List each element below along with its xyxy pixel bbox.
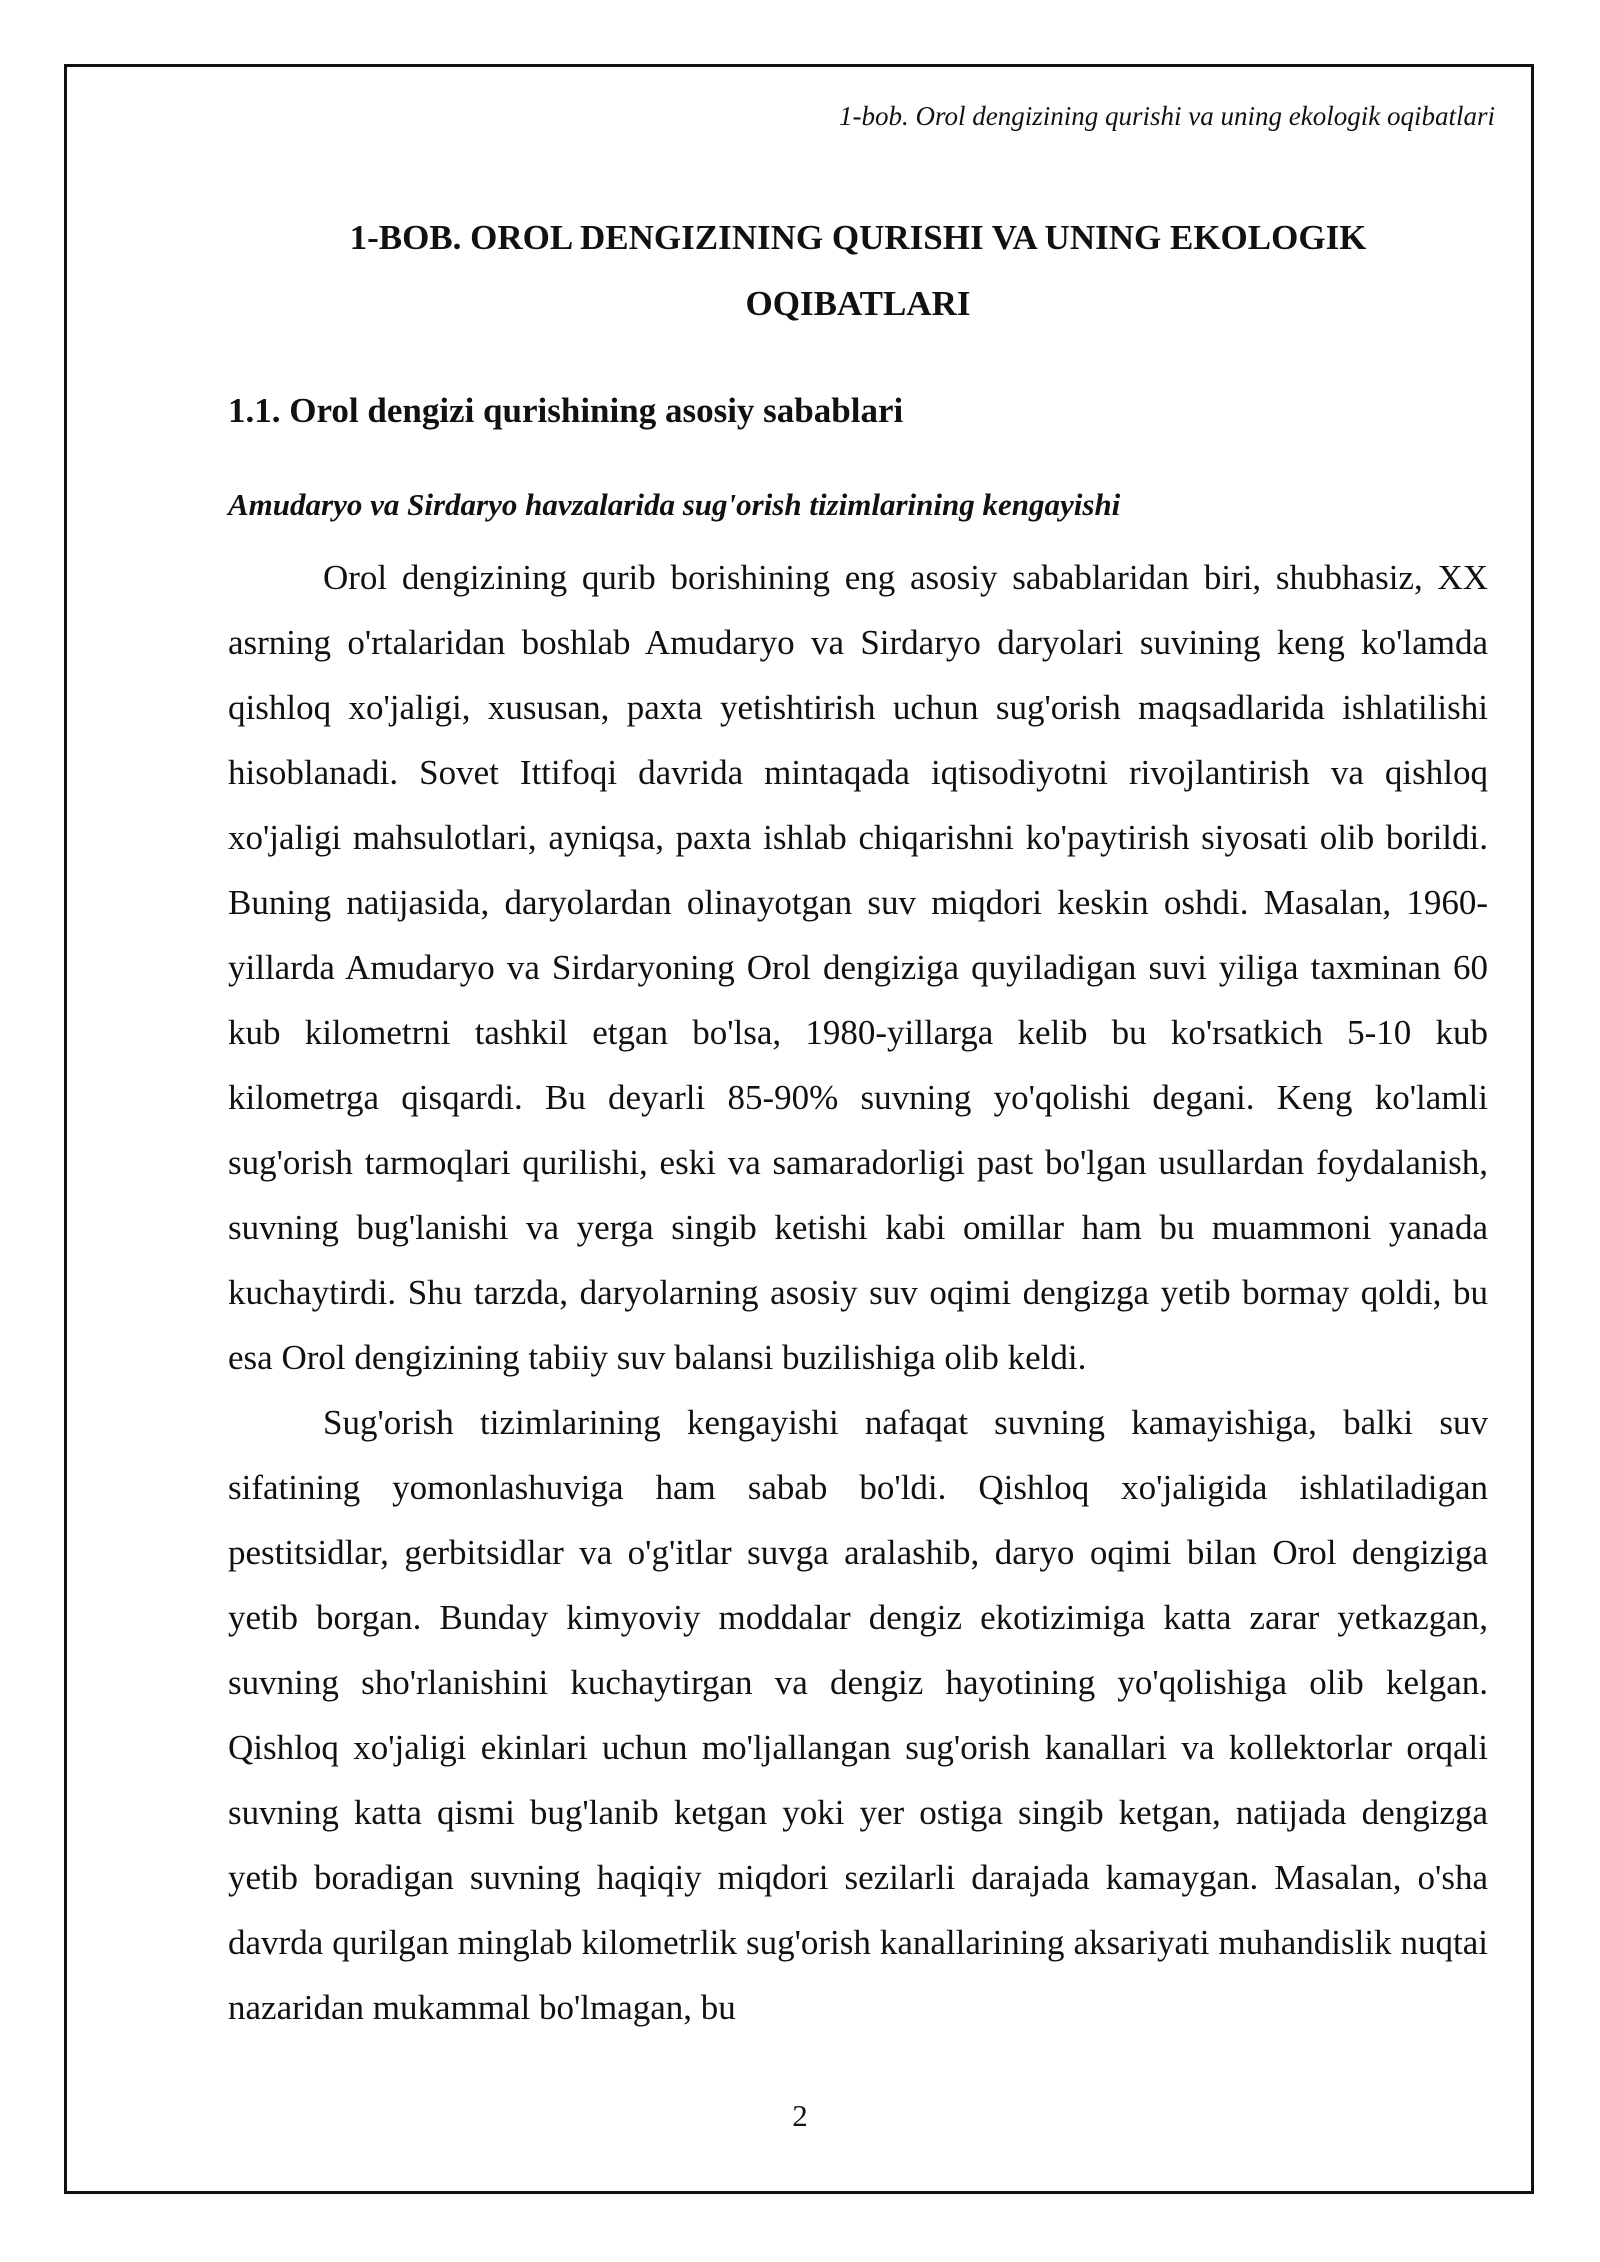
running-header: 1-bob. Orol dengizining qurishi va uning ekologik oqibatlari [839, 101, 1495, 131]
chapter-title-line-2: OQIBATLARI [745, 284, 971, 323]
page-number: 2 [792, 2098, 808, 2133]
chapter-title-line-1: 1-BOB. OROL DENGIZINING QURISHI VA UNING EKOLOGIK [349, 218, 1367, 257]
paragraph-2: Sug'orish tizimlarining kengayishi nafaqat suvning kamayishiga, balki suv sifatining yomonlashuviga ham sabab bo'ldi. Qishloq xo'jaligida ishlatiladigan pestitsidlar, gerbitsidlar va o'g'itlar suvga aralashib, daryo oqimi bilan Orol dengiziga yetib borgan. Bunday kimyoviy moddalar dengiz ekotizimiga katta zarar yetkazgan, suvning sho'rlanishini kuchaytirgan va dengiz hayotining yo'qolishiga olib kelgan. Qishloq xo'jaligi ekinlari uchun mo'ljallangan sug'orish kanallari va kollektorlar orqali suvning katta qismi bug'lanib ketgan yoki yer ostiga singib ketgan, natijada dengizga yetib boradigan suvning haqiqiy miqdori sezilarli darajada kamaygan. Masalan, o'sha davrda qurilgan minglab kilometrlik sug'orish kanallarining aksariyati muhandislik nuqtai nazaridan mukammal bo'lmagan, bu [228, 1403, 1488, 2027]
chapter-title [228, 205, 1488, 337]
section-title: 1.1. Orol dengizi qurishining asosiy sabablari [228, 391, 904, 430]
paragraph-1: Orol dengizining qurib borishining eng asosiy sabablaridan biri, shubhasiz, XX asrning o'rtalaridan boshlab Amudaryo va Sirdaryo daryolari suvining keng ko'lamda qishloq xo'jaligi, xususan, paxta yetishtirish uchun sug'orish maqsadlarida ishlatilishi hisoblanadi. Sovet Ittifoqi davrida mintaqada iqtisodiyotni rivojlantirish va qishloq xo'jaligi mahsulotlari, ayniqsa, paxta ishlab chiqarishni ko'paytirish siyosati olib borildi. Buning natijasida, daryolardan olinayotgan suv miqdori keskin oshdi. Masalan, 1960-yillarda Amudaryo va Sirdaryoning Orol dengiziga quyiladigan suvi yiliga taxminan 60 kub kilometrni tashkil etgan bo'lsa, 1980-yillarga kelib bu ko'rsatkich 5-10 kub kilometrga qisqardi. Bu deyarli 85-90% suvning yo'qolishi degani. Keng ko'lamli sug'orish tarmoqlari qurilishi, eski va samaradorligi past bo'lgan usullardan foydalanish, suvning bug'lanishi va yerga singib ketishi kabi omillar ham bu muammoni yanada kuchaytirdi. Shu tarzda, daryolarning asosiy suv oqimi dengizga yetib bormay qoldi, bu esa Orol dengizining tabiiy suv balansi buzilishiga olib keldi. [228, 558, 1488, 1377]
subsection-title: Amudaryo va Sirdaryo havzalarida sug'orish tizimlarining kengayishi [228, 487, 1121, 522]
body-text [228, 545, 1488, 2040]
